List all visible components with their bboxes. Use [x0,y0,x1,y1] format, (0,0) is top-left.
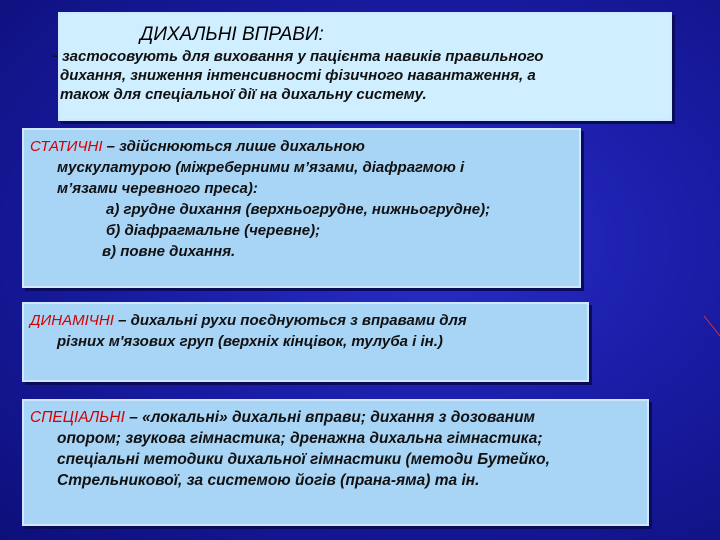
description-line-2: дихання, зниження інтенсивності фізичного навантаження, а [60,67,536,84]
slide-title: ДИХАЛЬНІ ВПРАВИ: [140,24,324,45]
dash-bullet: - [52,45,58,65]
dynamic-line-2: різних м'язових груп (верхніх кінцівок, тулуба і ін.) [57,333,443,350]
header-box [52,12,672,121]
static-item-c: в) повне дихання. [102,243,236,260]
special-line-4: Стрельникової, за системою йогів (прана-яма) та ін. [57,472,480,489]
dynamic-term: ДИНАМІЧНІ [30,312,114,329]
static-line-2: мускулатурою (міжреберними м’язами, діафрагмою і [57,159,465,176]
static-line-1: – здійснюються лише дихальною [102,138,365,155]
description-line-1: застосовують для виховання у пацієнта навиків правильного [62,48,544,65]
special-line-2: опором; звукова гімнастика; дренажна дихальна гімнастика; [57,430,543,447]
decorative-line-icon [690,300,720,340]
static-term: СТАТИЧНІ [30,138,103,155]
special-term: СПЕЦІАЛЬНІ [30,409,125,426]
static-line-3: м’язами черевного преса): [57,180,258,197]
dynamic-exercises-box [22,302,589,382]
special-line-3: спеціальні методики дихальної гімнастики (методи Бутейко, [57,451,550,468]
dynamic-line-1: – дихальні рухи поєднуються з вправами для [113,312,467,329]
static-item-b: б) діафрагмальне (черевне); [106,222,321,239]
static-item-a: а) грудне дихання (верхньогрудне, нижньогрудне); [106,201,491,218]
special-line-1: – «локальні» дихальні вправи; дихання з дозованим [124,409,536,426]
description-line-3: також для спеціальної дії на дихальну систему. [60,86,427,103]
static-exercises-box [22,128,581,288]
special-exercises-box [22,399,649,526]
header-description [52,46,660,104]
